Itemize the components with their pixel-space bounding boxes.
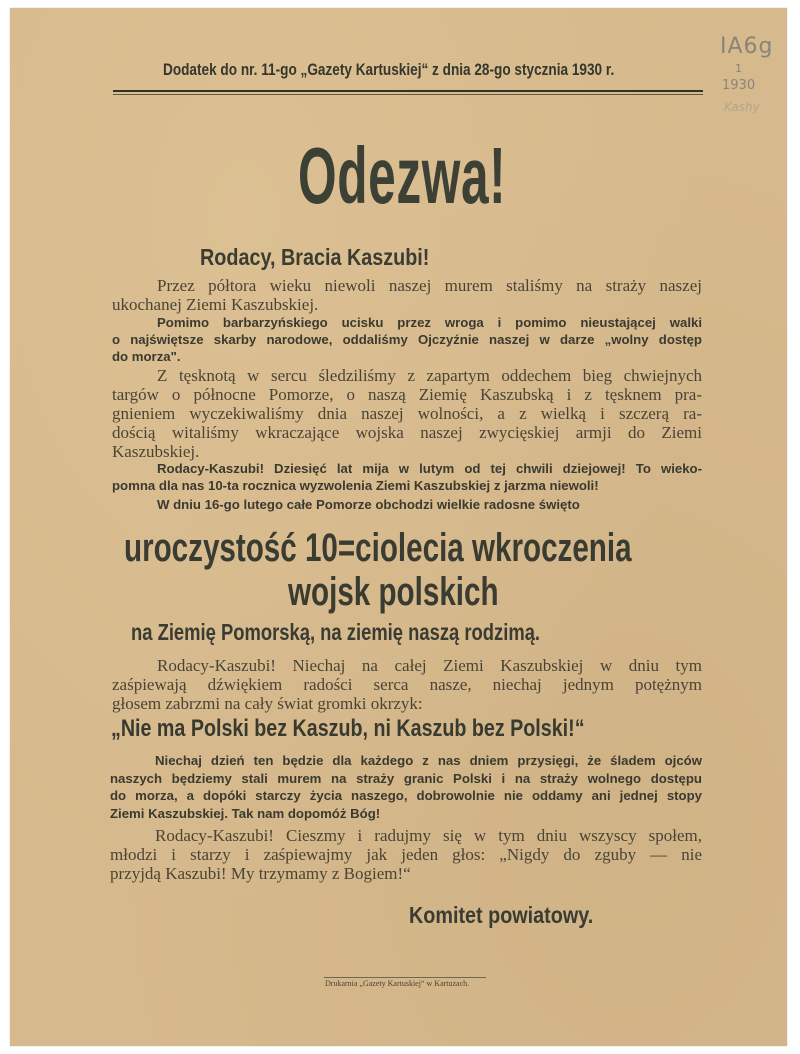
p6-line-2: zaśpiewają dźwiękiem radości serca nasze, niechaj jednym potężnym [112, 675, 702, 694]
celebration-line-2: wojsk polskich [288, 570, 499, 614]
p1-line-2: ukochanej Ziemi Kaszubskiej. [112, 295, 319, 314]
header-rule-thin [113, 94, 703, 95]
celebration-line-1: uroczystość 10=ciolecia wkroczenia [124, 526, 632, 570]
p7-line-2: naszych będziemy stali murem na straży granic Polski i na straży wolnego dostępu [110, 770, 702, 786]
p8-line-1: Rodacy-Kaszubi! Cieszmy i radujmy się w tym dniu wszyscy społem, [155, 826, 702, 845]
p2-line-1: Pomimo barbarzyńskiego ucisku przez wroga i pomimo nieustającej walki [157, 315, 702, 330]
slogan: „Nie ma Polski bez Kaszub, ni Kaszub bez Polski!“ [111, 715, 585, 742]
p3-line-3: gnieniem wyczekiwaliśmy dnia naszej wolności, a z wielką i szczerą ra- [112, 404, 702, 423]
p7-line-3: do morza, a dopóki starczy życia naszego, dobrowolnie nie oddamy ani jednej stopy [110, 788, 702, 803]
p7-line-4: Ziemi Kaszubskiej. Tak nam dopomóż Bóg! [110, 805, 381, 821]
archive-note-mark: Kashy [724, 100, 760, 114]
archive-catalog-mark: IA6g [720, 34, 774, 59]
p3-line-1: Z tęsknotą w sercu śledziliśmy z zapartym oddechem bieg chwiejnych [157, 366, 702, 385]
supplement-header: Dodatek do nr. 11-go „Gazety Kartuskiej“ z dnia 28-go stycznia 1930 r. [163, 60, 615, 79]
p4-line-1: Rodacy-Kaszubi! Dziesięć lat mija w lutym od tej chwili dziejowej! To wieko- [157, 461, 702, 476]
salutation: Rodacy, Bracia Kaszubi! [200, 244, 430, 270]
header-rule-thick [113, 90, 703, 92]
paragraph-6 [112, 656, 702, 713]
signature: Komitet powiatowy. [409, 902, 594, 928]
archive-year-mark: 1930 [722, 78, 756, 93]
p2-line-2: o najświętsze skarby narodowe, oddaliśmy Ojczyźnie naszej w darze „wolny dostęp [112, 332, 702, 347]
archive-sub-mark: 1 [735, 62, 742, 75]
p6-line-3: głosem zabrzmi na cały świat gromki okrzyk: [112, 694, 423, 713]
paragraph-7 [110, 752, 702, 822]
paragraph-1 [112, 276, 702, 314]
paragraph-5: W dniu 16-go lutego całe Pomorze obchodzi wielkie radosne święto [157, 497, 580, 512]
paragraph-2 [112, 314, 702, 365]
paragraph-8 [110, 826, 702, 883]
paragraph-4 [112, 460, 702, 494]
p7-line-1: Niechaj dzień ten będzie dla każdego z nas dniem przysięgi, że śladem ojców [155, 753, 702, 768]
p3-line-4: dością witaliśmy wkraczające wojska naszej zwycięskiej armji do Ziemi [112, 423, 702, 442]
printer-imprint: Drukarnia „Gazety Kartuskiej“ w Kartuzach. [325, 979, 470, 988]
p3-line-5: Kaszubskiej. [112, 442, 200, 461]
p8-line-3: przyjdą Kaszubi! My trzymamy z Bogiem!“ [110, 864, 411, 883]
p8-line-2: młodzi i starzy i zaśpiewajmy jak jeden głos: „Nigdy do zguby — nie [110, 845, 702, 864]
p2-line-3: do morza". [112, 349, 181, 364]
celebration-line-3: na Ziemię Pomorską, na ziemię naszą rodzimą. [131, 619, 541, 645]
p6-line-1: Rodacy-Kaszubi! Niechaj na całej Ziemi Kaszubskiej w dniu tym [157, 656, 702, 675]
p4-line-2: pomna dla nas 10-ta rocznica wyzwolenia Ziemi Kaszubskiej z jarzma niewoli! [112, 478, 599, 493]
printer-rule [324, 977, 486, 978]
p1-line-1: Przez półtora wieku niewoli naszej murem staliśmy na straży naszej [157, 276, 702, 295]
paragraph-3 [112, 366, 702, 461]
poster-title: Odezwa! [298, 131, 507, 220]
p3-line-2: targów o północne Pomorze, o naszą Ziemię Kaszubską i z tęsknem pra- [112, 385, 702, 404]
